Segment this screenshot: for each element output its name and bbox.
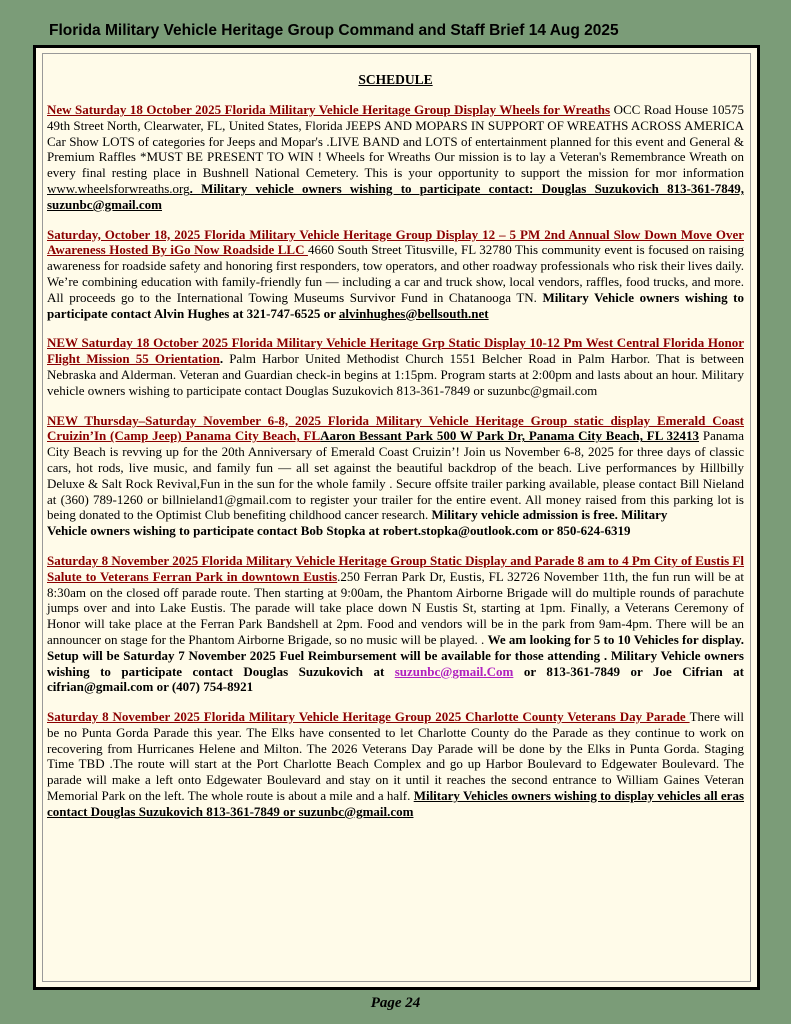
schedule-inner-frame <box>42 53 751 982</box>
entry-title: NEW Thursday–Saturday November 6-8, 2025 Florida Military Vehicle Heritage Group static display Emerald Coast Cruizin’In (Camp Jeep) Panama City Beach, FL <box>47 412 744 444</box>
entry-contact: Military Vehicles owners wishing to display vehicles all eras contact Douglas Suzukovich 813-361-7849 or suzunbc@gmail.com <box>47 788 745 819</box>
entry-body: 4660 South Street Titusville, FL 32780 This community event is focused on raising awareness for roadside safety and honoring first responders, tow operators, and other roadway professionals who risk their lives daily. We’re combining education with family-friendly fun — including a car and truck show, local vendors, raffles, food trucks, and more. All proceeds go to the International Towing Museums Survivor Fund in Chatanooga TN. <box>47 242 744 305</box>
page-header: Florida Military Vehicle Heritage Group Command and Staff Brief 14 Aug 2025 <box>49 22 619 39</box>
entry-title: NEW Saturday 18 October 2025 Florida Military Vehicle Heritage Grp Static Display 10-12 Pm West Central Florida Honor Flight Mission 55 Orientation <box>47 335 744 367</box>
entry-body: Palm Harbor United Methodist Church 1551 Belcher Road in Palm Harbor. That is between Nebraska and Alderman. Veteran and Guardian check-in begins at 1:15pm. Program starts at 2:00pm and lasts about an hour. Military vehicle owners wishing to participate contact Douglas Suzukovich 813-361-7849 or suzunbc@gmail.com <box>47 351 744 398</box>
schedule-panel <box>33 45 760 990</box>
entry-body: .250 Ferran Park Dr, Eustis, FL 32726 November 11th, the fun run will be at 8:30am on the closed off parade route. Then starting at 9:00am, the Phantom Airborne Brigade will do multiple rounds of parachute jumps over and into Lake Eustis. The parade will take place down N Eustis St, starting at 1pm. Finally, a Veterans Ceremony of Honor will take place at the Ferran Park Bandshell at 2pm. Food and vendors will be in the park from 9am-4pm. There will be an announcer on stage for the Phantom Airborne Brigade, so no music will be played. . <box>47 568 744 647</box>
schedule-entry-wheels-for-wreaths <box>47 102 744 213</box>
schedule-entry-emerald-coast-cruizin <box>47 413 744 539</box>
entry-body: OCC Road House 10575 49th Street North, Clearwater, FL, United States, Florida JEEPS AND MOPARS IN SUPPORT OF WREATHS ACROSS AMERICA Car Show LOTS of categories for Jeeps and Mopar's .LIVE BAND and LOTS of entertainment planned for this event and General & Premium Raffles *MUST BE PRESENT TO WIN ! Wheels for Wreaths Our mission is to lay a Veteran's Remembrance Wreath on every final resting place in Bushnell National Cemetery. This is your opportunity to support the mission for mor information <box>47 102 744 181</box>
schedule-entry-slow-down-move-over <box>47 227 744 322</box>
entry-contact: Military Vehicle owners wishing to participate contact Alvin Hughes at 321-747-6525 or <box>47 289 744 321</box>
entry-body: Panama City Beach is revving up for the 20th Anniversary of Emerald Coast Cruizin’! Join us November 6-8, 2025 for three days of classic cars, hot rods, live music, and family fun — all set against the beautiful backdrop of the beach. Live performances by Hillbilly Deluxe & Salt Rock Revival,Fun in the sun for the whole family . Secure offsite trailer parking available, please contact Bill Nieland at (360) 789-1260 or billnieland1@gmail.com to register your trailer for the entire event. All money raised from this parking lot is being donated to the Optimist Club benefiting childhood cancer research. <box>47 428 744 523</box>
entry-title: Saturday, October 18, 2025 Florida Military Vehicle Heritage Group Display 12 – 5 PM 2nd Annual Slow Down Move Over Awareness Hosted By iGo Now Roadside LLC <box>47 226 744 258</box>
entry-contact: . Military vehicle owners wishing to participate contact: Douglas Suzukovich 813-361-7849, suzunbc@gmail.com <box>47 180 744 212</box>
entry-title: Saturday 8 November 2025 Florida Military Vehicle Heritage Group Static Display and Parade 8 am to 4 Pm City of Eustis Fl Salute to Veterans Ferran Park in downtown Eustis <box>47 552 744 584</box>
entry-title-dot: . <box>219 351 224 367</box>
schedule-entry-charlotte-parade <box>47 709 744 820</box>
entry-url-link[interactable]: www.wheelsforwreaths.org <box>47 180 190 196</box>
page-number: Page 24 <box>370 995 421 1011</box>
entry-contact: Vehicle owners wishing to participate contact Bob Stopka at robert.stopka@outlook.com or 850-624-6319 <box>47 523 631 539</box>
schedule-entry-eustis-salute <box>47 553 744 695</box>
entry-body: There will be no Punta Gorda Parade this year. The Elks have consented to let Charlotte County do the Parade as they continue to work on recovering from Hurricanes Helene and Milton. The 2026 Veterans Day Parade will be done by the Elks in Punta Gorda. Staging Time TBD .The route will start at the Port Charlotte Beach Complex and go up Harbor Boulevard to Edgewater Boulevard. The parade will make a left onto Edgewater Boulevard and stay on it until it reaches the second entrance to William Gaines Veteran Memorial Park on the left. The whole route is about a mile and a half. <box>47 709 744 804</box>
schedule-title: SCHEDULE <box>358 72 433 87</box>
entry-contact-tail: or 813-361-7849 or Joe Cifrian at cifrian@gmail.com or (407) 754-8921 <box>47 663 744 695</box>
entry-email-link[interactable]: alvinhughes@bellsouth.net <box>338 305 489 321</box>
schedule-entry-honor-flight <box>47 335 744 398</box>
entry-admission: Military vehicle admission is free. Military <box>431 507 668 523</box>
entry-title: New Saturday 18 October 2025 Florida Military Vehicle Heritage Group Display Wheels for Wreaths <box>47 102 611 117</box>
entry-location: Aaron Bessant Park 500 W Park Dr, Panama City Beach, FL 32413 <box>320 428 700 444</box>
entry-email-link[interactable]: suzunbc@gmail.Com <box>394 663 514 679</box>
entry-title: Saturday 8 November 2025 Florida Military Vehicle Heritage Group 2025 Charlotte County Veterans Day Parade <box>47 709 690 725</box>
entry-contact: We am looking for 5 to 10 Vehicles for display. Setup will be Saturday 7 November 2025 Fuel Reimbursement will be available for those attending . Military Vehicle owners wishing to participate contact Douglas Suzukovich at <box>47 631 745 679</box>
